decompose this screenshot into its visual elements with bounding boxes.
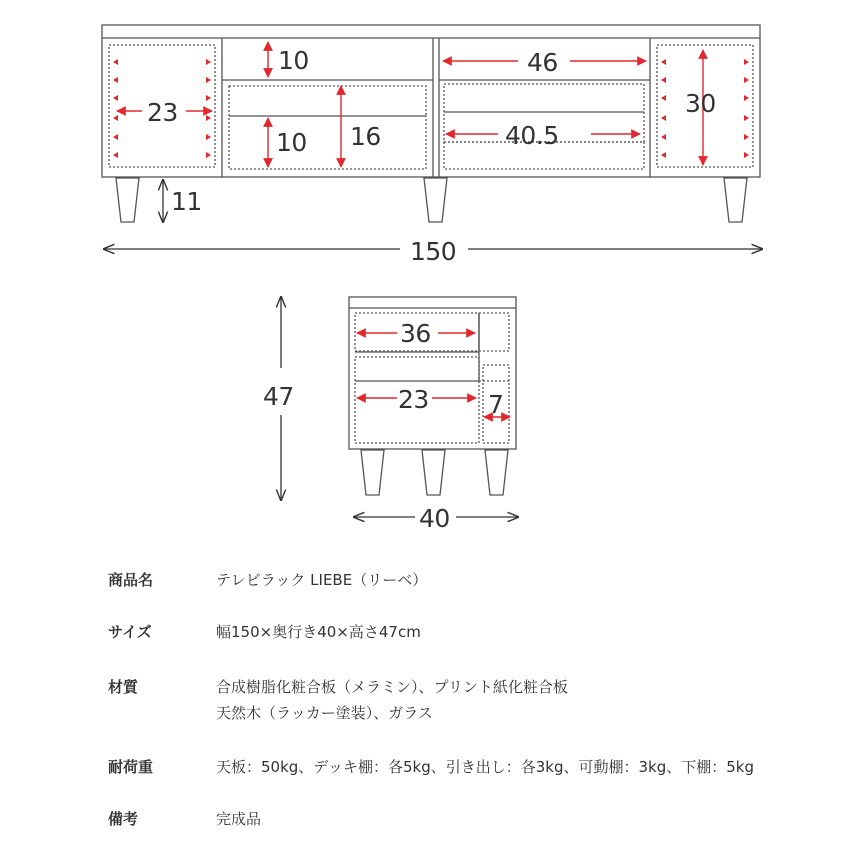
spec-value: テレビラック LIEBE（リーベ）: [216, 571, 428, 589]
spec-label: 備考: [108, 810, 139, 828]
side-leg-right: [485, 450, 508, 495]
front-red-dimensions: [117, 42, 703, 167]
spec-label: 商品名: [108, 571, 154, 589]
dim-small: 7: [488, 390, 504, 419]
dim-width: 150: [410, 237, 457, 266]
dim-depth: 40: [419, 504, 450, 533]
front-leg-left: [116, 178, 139, 222]
spec-value: 天板：50kg、デッキ棚：各5kg、引き出し：各3kg、可動棚：3kg、下棚：5kg: [216, 758, 755, 776]
dim-height: 47: [263, 382, 294, 411]
dim-top-shelf: 10: [278, 46, 309, 75]
spec-label: サイズ: [108, 623, 152, 641]
side-leg-center: [422, 450, 445, 495]
dim-left-box: 23: [147, 98, 178, 127]
spec-value: 幅150×奥行き40×高さ47cm: [216, 623, 421, 641]
spec-value-line2: 天然木（ラッカー塗装）、ガラス: [216, 704, 433, 722]
front-cabinet-outline: [102, 25, 760, 177]
hinge-marks: [113, 59, 749, 158]
dim-right-box: 30: [685, 89, 716, 118]
dim-leg: 11: [171, 187, 202, 216]
dim-deck-width: 46: [527, 48, 558, 77]
dim-top-inner: 36: [400, 319, 431, 348]
side-leg-left: [361, 450, 384, 495]
dim-mid-total: 16: [350, 122, 381, 151]
dim-mid-inner: 10: [276, 128, 307, 157]
spec-label: 材質: [108, 678, 139, 696]
side-cabinet-outline: [349, 297, 516, 449]
spec-label: 耐荷重: [108, 758, 154, 776]
front-leg-center: [424, 178, 447, 222]
front-leg-right: [724, 178, 747, 222]
dim-drawer-width: 40.5: [505, 121, 559, 150]
dim-shelf-inner: 23: [398, 385, 429, 414]
spec-value: 合成樹脂化粧合板（メラミン）、プリント紙化粧合板: [216, 678, 568, 696]
spec-value: 完成品: [216, 810, 262, 828]
